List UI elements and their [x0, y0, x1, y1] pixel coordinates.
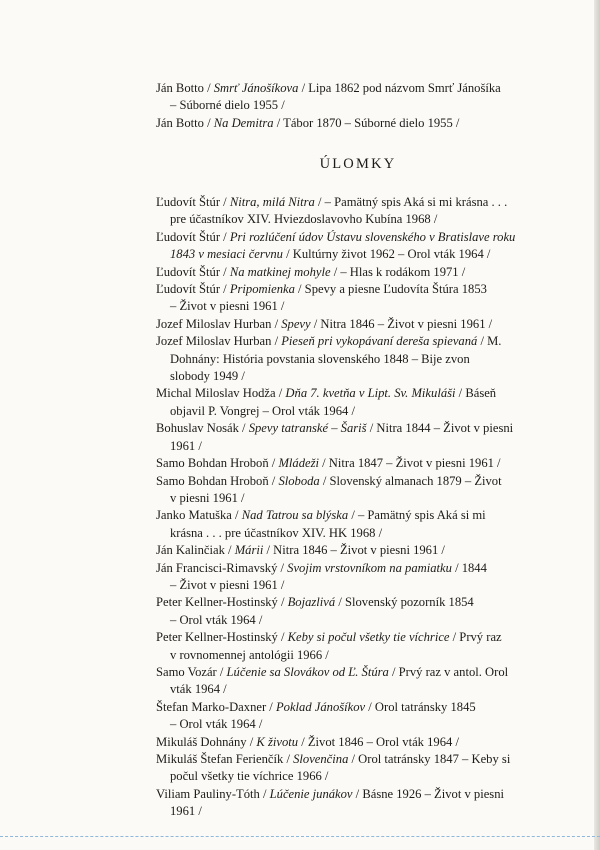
entry-source: / – Hlas k rodákom 1971 / [330, 264, 466, 279]
entry-title: Pri rozlúčení údov Ústavu slovenského v Bratislave roku [229, 229, 516, 244]
entry-source: / Slovenský pozorník 1854 [335, 595, 474, 610]
bibliography-entry [156, 594, 560, 629]
page-edge-shadow [594, 0, 600, 850]
entry-author: Samo Vozár / [156, 664, 227, 679]
entry-title: Svojim vrstovníkom na pamiatku [287, 560, 452, 575]
bibliography-entry [156, 264, 560, 281]
entry-author: Ľudovít Štúr / [156, 195, 230, 209]
entry-continuation: – Orol vták 1964 / [170, 612, 263, 627]
entry-title: Pieseň pri vykopávaní dereša spievaná [281, 334, 478, 349]
entry-author: Peter Kellner-Hostinský / [156, 630, 288, 645]
entry-author: Peter Kellner-Hostinský / [156, 595, 288, 610]
entry-continuation: 1961 / [170, 438, 202, 453]
entry-title: Nad Tatrou sa blýska [241, 508, 349, 523]
entry-continuation: krásna . . . pre účastníkov XIV. HK 1968 / [170, 525, 383, 540]
entry-author: Ján Botto / [156, 115, 214, 130]
entry-source: / Báseň [455, 386, 497, 401]
entry-title: Spevy [281, 316, 311, 331]
entry-author: Jozef Miloslav Hurban / [156, 334, 282, 349]
bibliography-entry [156, 629, 560, 664]
entry-title: Pripomienka [229, 282, 295, 297]
bibliography-entry [156, 751, 560, 786]
entry-source: / Nitra 1847 – Život v piesni 1961 / [319, 456, 501, 471]
entry-continuation: v rovnomennej antológii 1966 / [170, 647, 329, 662]
scan-border-line [0, 836, 600, 837]
bibliography-entry [156, 115, 560, 132]
bibliography-entry [156, 507, 560, 542]
entry-title: Lúčenie sa Slovákov od Ľ. Štúra [226, 664, 389, 679]
entry-author: Ľudovít Štúr / [156, 264, 230, 279]
entry-source: / 1844 [451, 560, 487, 575]
entry-author: Bohuslav Nosák / [156, 421, 249, 436]
entry-source: / Prvý raz v antol. Orol [388, 664, 509, 679]
entry-title-continued: 1843 v mesiaci červnu [170, 247, 283, 262]
entry-title: Lúčenie junákov [269, 786, 353, 801]
entry-author: Ján Botto / [156, 81, 214, 95]
entry-source: / – Pamätný spis Aká si mi krásna . . . [314, 195, 508, 209]
entry-author: Štefan Marko-Daxner / [156, 699, 276, 714]
entry-title: Na matkinej mohyle [229, 264, 331, 279]
entry-source: / Tábor 1870 – Súborné dielo 1955 / [273, 115, 460, 130]
entry-continuation: 1961 / [170, 804, 202, 819]
top-entries-list [156, 80, 560, 132]
bibliography-entry [156, 229, 560, 264]
entry-author: Jozef Miloslav Hurban / [156, 316, 282, 331]
entry-title: Dňa 7. kvetňa v Lipt. Sv. Mikuláši [285, 386, 456, 401]
bibliography-entry [156, 316, 560, 333]
entry-author: Ján Kalinčiak / [156, 543, 235, 558]
entry-continuation: počul všetky tie víchrice 1966 / [170, 769, 329, 784]
entry-author: Ľudovít Štúr / [156, 282, 230, 297]
entry-author: Michal Miloslav Hodža / [156, 386, 286, 401]
entry-author: Janko Matuška / [156, 508, 242, 523]
entry-continuation: – Súborné dielo 1955 / [170, 98, 285, 113]
entry-title: K životu [256, 734, 299, 749]
entry-continuation: pre účastníkov XIV. Hviezdoslavovho Kubína 1968 / [170, 212, 438, 227]
entry-author: Samo Bohdan Hroboň / [156, 456, 279, 471]
entry-continuation: v piesni 1961 / [170, 490, 245, 505]
entry-continuation: slobody 1949 / [170, 369, 245, 384]
bibliography-entry [156, 420, 560, 455]
entry-source: / Nitra 1846 – Život v piesni 1961 / [310, 316, 493, 331]
bibliography-entry [156, 455, 560, 472]
fragments-list [156, 194, 560, 821]
entry-source: / Orol tatránsky 1847 – Keby si [348, 752, 511, 766]
entry-continuation [156, 246, 560, 263]
entry-continuation: – Život v piesni 1961 / [170, 577, 285, 592]
bibliography-entry [156, 333, 560, 385]
entry-author: Ján Francisci-Rimavský / [156, 560, 288, 575]
entry-title: Bojazlivá [287, 595, 336, 610]
entry-author: Viliam Pauliny-Tóth / [156, 786, 270, 801]
bibliography-entry [156, 281, 560, 316]
entry-author: Ľudovít Štúr / [156, 229, 230, 244]
bibliography-entry [156, 786, 560, 821]
entry-title: Smrť Jánošíkova [213, 81, 299, 95]
entry-author: Samo Bohdan Hroboň / [156, 473, 279, 488]
entry-author: Mikuláš Štefan Ferienčík / [156, 752, 294, 766]
entry-title: Slovenčina [293, 752, 349, 766]
entry-continuation: Dohnány: História povstania slovenského 1848 – Bije zvon [170, 351, 470, 366]
entry-title: Na Demitra [213, 115, 274, 130]
entry-continuation: – Život v piesni 1961 / [170, 299, 285, 314]
entry-title: Sloboda [278, 473, 320, 488]
bibliography-entry [156, 80, 560, 115]
entry-source: / Slovenský almanach 1879 – Život [319, 473, 502, 488]
bibliography-entry [156, 560, 560, 595]
entry-continuation: – Orol vták 1964 / [170, 717, 263, 732]
bibliography-entry [156, 385, 560, 420]
entry-title: Poklad Jánošíkov [275, 699, 366, 714]
entry-title: Márii [234, 543, 264, 558]
bibliography-entry [156, 542, 560, 559]
entry-title: Nitra, milá Nitra [229, 195, 315, 209]
entry-source: / – Pamätný spis Aká si mi [348, 508, 486, 523]
entry-source: / Spevy a piesne Ľudovíta Štúra 1853 [294, 282, 487, 297]
section-heading: ÚLOMKY [319, 156, 397, 172]
entry-source: / Nitra 1844 – Život v piesni [366, 421, 514, 436]
entry-continuation: objavil P. Vongrej – Orol vták 1964 / [170, 403, 355, 418]
bibliography-entry [156, 699, 560, 734]
bibliography-entry [156, 473, 560, 508]
entry-source: / Orol tatránsky 1845 [365, 699, 476, 714]
entry-source: / Kultúrny život 1962 – Orol vták 1964 / [282, 247, 491, 262]
bibliography-entry [156, 664, 560, 699]
bibliography-entry [156, 194, 560, 229]
entry-source: / Lipa 1862 pod názvom Smrť Jánošíka [298, 81, 501, 95]
entry-author: Mikuláš Dohnány / [156, 734, 257, 749]
entry-title: Keby si počul všetky tie víchrice [287, 630, 450, 645]
entry-source: / Prvý raz [449, 630, 502, 645]
entry-source: / Básne 1926 – Život v piesni [352, 786, 504, 801]
entry-title: Spevy tatranské – Šariš [248, 421, 367, 436]
bibliography-entry [156, 734, 560, 751]
entry-source: / Život 1846 – Orol vták 1964 / [298, 734, 459, 749]
entry-source: / M. [477, 334, 502, 349]
entry-source: / Nitra 1846 – Život v piesni 1961 / [263, 543, 445, 558]
entry-title: Mládeži [278, 456, 320, 471]
entry-continuation: vták 1964 / [170, 682, 227, 697]
